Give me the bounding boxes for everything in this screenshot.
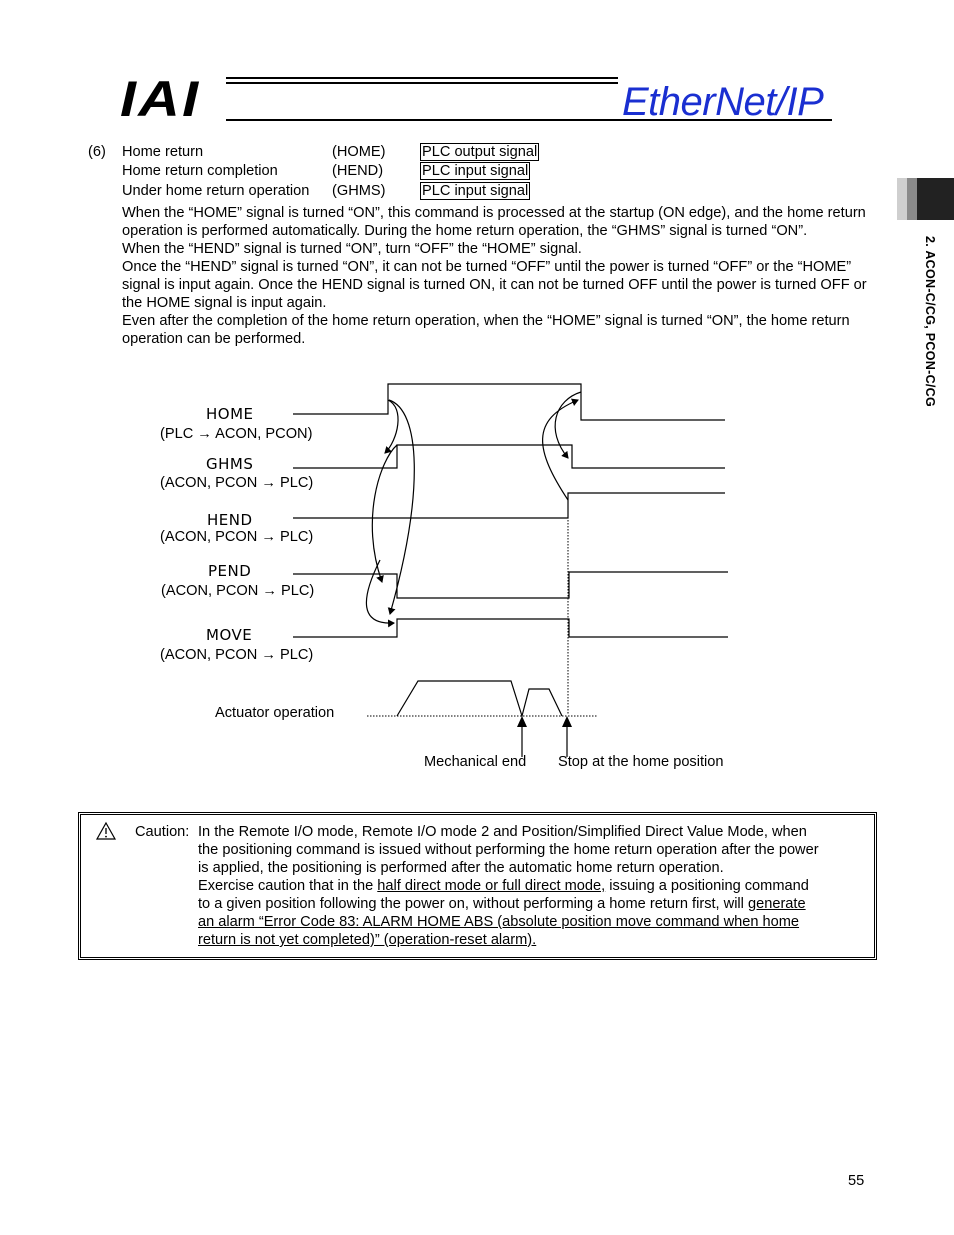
signal-label-ghms: GHMS (206, 455, 254, 473)
home-waveform (293, 384, 725, 420)
actuator-operation-label: Actuator operation (215, 705, 335, 721)
signal-type: PLC input signal (422, 163, 529, 179)
description (122, 204, 867, 348)
paragraph: Once the “HEND” signal is turned “ON”, it can not be turned “OFF” until the power is turned “OFF” or the “HOME” signal is input again. Once the HEND signal is turned ON, it can not be turned OFF until the power is turned OFF or the HOME signal is input again. (122, 259, 867, 311)
signal-code: (HEND) (332, 163, 384, 179)
timing-diagram (0, 370, 954, 790)
home-stop-label: Stop at the home position (558, 754, 724, 770)
caution-text: In the Remote I/O mode, Remote I/O mode 2 and Position/Simplified Direct Value Mode, when the positioning command is issued without performing the home return operation after the power is applied, the positioning is performed after the automatic home return operation. Exercise caution that in the half direct mode or full direct mode, issuing a positioning command to a given position following the power on, without performing a home return first, will generate an alarm “Error Code 83: ALARM HOME ABS (absolute position move command when home return is not yet completed)” (operation-reset alarm). (198, 824, 819, 948)
signal-label-home: HOME (206, 405, 254, 423)
chapter-tab (897, 178, 954, 220)
actuator-profile (397, 681, 562, 716)
pend-waveform (293, 572, 728, 598)
home-to-move-arrow (389, 400, 414, 614)
page-number: 55 (848, 1173, 865, 1189)
signal-label-pend: PEND (208, 562, 252, 580)
paragraph: Even after the completion of the home return operation, when the “HOME” signal is turned “ON”, the home return operation can be performed. (122, 313, 850, 347)
ghms-to-pend-arrow (372, 445, 397, 582)
home-to-ghms-off-arrow (555, 392, 581, 458)
header (0, 0, 954, 130)
signal-code: (HOME) (332, 144, 386, 160)
signal-name: Home return completion (122, 163, 278, 179)
signal-code: (GHMS) (332, 183, 386, 199)
signal-direction: (ACON, PCON → PLC) (160, 647, 314, 663)
signal-name: Under home return operation (122, 183, 310, 199)
paragraph: When the “HEND” signal is turned “ON”, turn “OFF” the “HOME” signal. (122, 241, 582, 257)
caution-box (78, 812, 877, 960)
signal-type: PLC output signal (422, 144, 538, 160)
signal-direction: (PLC → ACON, PCON) (160, 426, 313, 442)
ethernet-ip-logo: EtherNet/IP (622, 80, 824, 124)
hend-to-home-arrow (543, 400, 578, 500)
mechanical-end-label: Mechanical end (424, 754, 527, 770)
chapter-label: 2. ACON-C/CG, PCON-C/CG (923, 236, 937, 408)
signal-direction: (ACON, PCON → PLC) (161, 583, 315, 599)
signal-name: Home return (122, 144, 204, 160)
signal-label-move: MOVE (206, 626, 253, 644)
signal-label-hend: HEND (207, 511, 253, 529)
iai-logo: IAI (120, 71, 201, 127)
hend-waveform (293, 493, 725, 518)
timing-waveforms (0, 370, 954, 790)
caution-label: Caution: (135, 824, 190, 840)
ghms-waveform (293, 445, 725, 468)
signal-direction: (ACON, PCON → PLC) (160, 529, 314, 545)
move-waveform (293, 619, 728, 637)
paragraph: When the “HOME” signal is turned “ON”, this command is processed at the startup (ON edge), and the home return operation is performed automatically. During the home return operation, the “GHMS” signal is turned “ON”. (122, 205, 866, 239)
signal-direction: (ACON, PCON → PLC) (160, 475, 314, 491)
warning-icon (95, 821, 117, 841)
signal-type: PLC input signal (422, 183, 529, 199)
section-number: (6) (88, 144, 106, 160)
